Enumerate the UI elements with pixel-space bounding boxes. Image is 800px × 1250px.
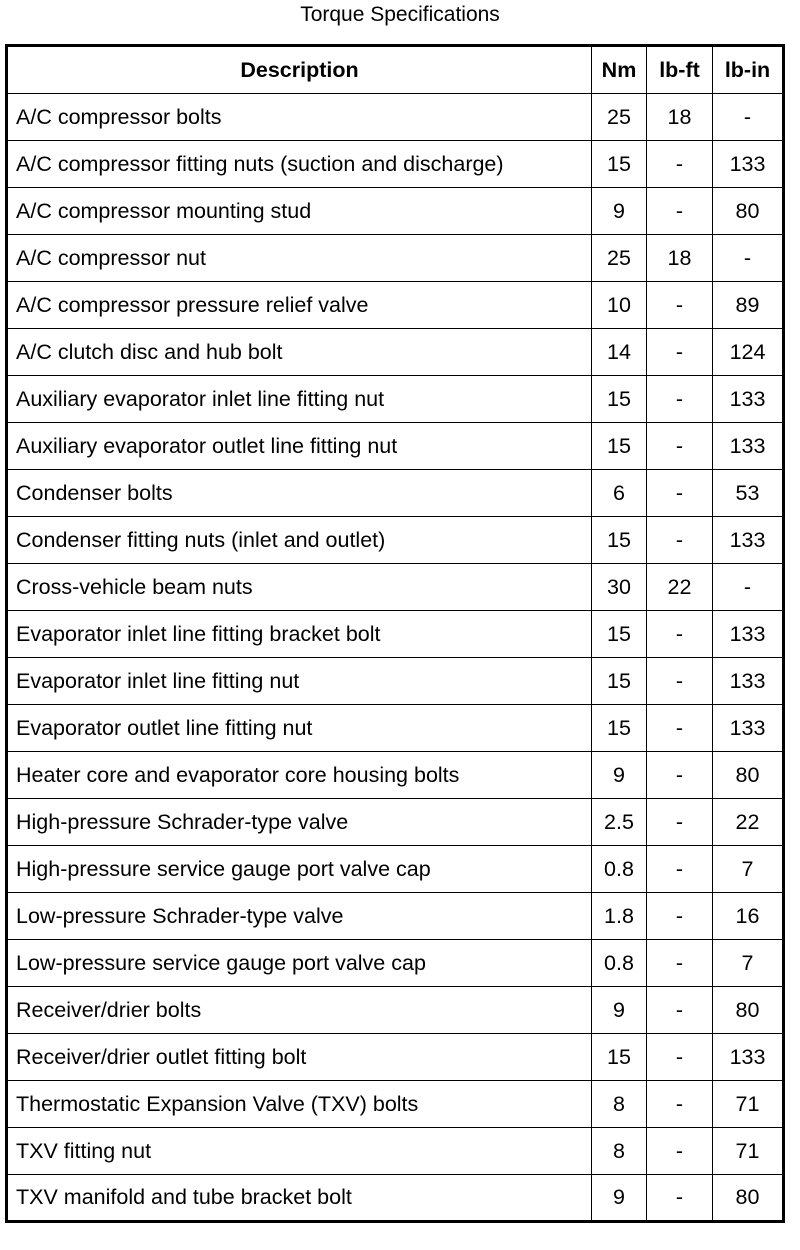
table-row [7, 752, 784, 799]
cell-description: Auxiliary evaporator inlet line fitting nut [7, 376, 592, 423]
cell-lbin: 133 [713, 376, 784, 423]
table-row [7, 987, 784, 1034]
cell-nm: 0.8 [592, 846, 647, 893]
table-row [7, 423, 784, 470]
table-row [7, 940, 784, 987]
cell-nm: 9 [592, 1175, 647, 1222]
cell-nm: 8 [592, 1081, 647, 1128]
cell-lbin: 71 [713, 1081, 784, 1128]
cell-nm: 15 [592, 376, 647, 423]
cell-lbft: 18 [647, 94, 713, 141]
cell-nm: 30 [592, 564, 647, 611]
table-row [7, 141, 784, 188]
cell-lbft: - [647, 1034, 713, 1081]
cell-description: Evaporator inlet line fitting bracket bolt [7, 611, 592, 658]
cell-description: Evaporator outlet line fitting nut [7, 705, 592, 752]
cell-nm: 9 [592, 188, 647, 235]
cell-description: A/C compressor mounting stud [7, 188, 592, 235]
cell-lbft: - [647, 611, 713, 658]
cell-lbft: - [647, 141, 713, 188]
cell-nm: 9 [592, 987, 647, 1034]
cell-description: Thermostatic Expansion Valve (TXV) bolts [7, 1081, 592, 1128]
table-row [7, 470, 784, 517]
table-row [7, 1034, 784, 1081]
cell-nm: 25 [592, 94, 647, 141]
cell-description: Condenser bolts [7, 470, 592, 517]
cell-description: TXV fitting nut [7, 1128, 592, 1175]
cell-lbin: 16 [713, 893, 784, 940]
cell-lbin: 89 [713, 282, 784, 329]
cell-lbft: - [647, 893, 713, 940]
cell-lbft: - [647, 846, 713, 893]
cell-lbin: 80 [713, 987, 784, 1034]
table-row [7, 235, 784, 282]
cell-nm: 15 [592, 517, 647, 564]
table-row [7, 1175, 784, 1222]
cell-lbft: 22 [647, 564, 713, 611]
cell-lbin: 7 [713, 940, 784, 987]
cell-nm: 9 [592, 752, 647, 799]
cell-nm: 8 [592, 1128, 647, 1175]
column-header-lbin: lb-in [713, 46, 784, 94]
cell-lbin: 80 [713, 188, 784, 235]
table-row [7, 188, 784, 235]
cell-description: Condenser fitting nuts (inlet and outlet) [7, 517, 592, 564]
table-header-row [7, 46, 784, 94]
cell-lbft: - [647, 470, 713, 517]
cell-lbin: 71 [713, 1128, 784, 1175]
cell-lbin: 133 [713, 1034, 784, 1081]
cell-description: TXV manifold and tube bracket bolt [7, 1175, 592, 1222]
cell-description: Receiver/drier outlet fitting bolt [7, 1034, 592, 1081]
table-row [7, 329, 784, 376]
cell-lbin: 133 [713, 611, 784, 658]
table-body [7, 94, 784, 1222]
cell-description: Auxiliary evaporator outlet line fitting nut [7, 423, 592, 470]
cell-lbft: - [647, 987, 713, 1034]
cell-lbin: - [713, 235, 784, 282]
cell-lbft: - [647, 940, 713, 987]
cell-nm: 15 [592, 705, 647, 752]
table-row [7, 611, 784, 658]
cell-lbin: - [713, 94, 784, 141]
cell-description: Low-pressure service gauge port valve cap [7, 940, 592, 987]
cell-lbin: 133 [713, 705, 784, 752]
page-title: Torque Specifications [300, 3, 500, 26]
cell-lbin: 22 [713, 799, 784, 846]
cell-description: A/C compressor bolts [7, 94, 592, 141]
table-row [7, 1081, 784, 1128]
cell-description: Cross-vehicle beam nuts [7, 564, 592, 611]
cell-nm: 14 [592, 329, 647, 376]
cell-description: Low-pressure Schrader-type valve [7, 893, 592, 940]
cell-nm: 25 [592, 235, 647, 282]
column-header-lbft: lb-ft [647, 46, 713, 94]
cell-lbin: 53 [713, 470, 784, 517]
cell-lbin: 80 [713, 752, 784, 799]
cell-nm: 6 [592, 470, 647, 517]
cell-nm: 2.5 [592, 799, 647, 846]
cell-lbin: 124 [713, 329, 784, 376]
cell-description: High-pressure service gauge port valve cap [7, 846, 592, 893]
cell-lbft: - [647, 329, 713, 376]
cell-lbft: 18 [647, 235, 713, 282]
cell-description: A/C compressor pressure relief valve [7, 282, 592, 329]
cell-lbin: 133 [713, 658, 784, 705]
cell-lbin: 133 [713, 423, 784, 470]
table-row [7, 893, 784, 940]
cell-description: A/C clutch disc and hub bolt [7, 329, 592, 376]
table-row [7, 94, 784, 141]
cell-lbft: - [647, 1128, 713, 1175]
column-header-description: Description [7, 46, 592, 94]
cell-nm: 15 [592, 423, 647, 470]
cell-description: Heater core and evaporator core housing bolts [7, 752, 592, 799]
cell-nm: 15 [592, 611, 647, 658]
cell-lbin: - [713, 564, 784, 611]
cell-lbft: - [647, 705, 713, 752]
table-row [7, 658, 784, 705]
cell-nm: 15 [592, 1034, 647, 1081]
table-row [7, 564, 784, 611]
cell-lbft: - [647, 658, 713, 705]
cell-lbft: - [647, 423, 713, 470]
table-row [7, 846, 784, 893]
table-row [7, 705, 784, 752]
column-header-nm: Nm [592, 46, 647, 94]
cell-nm: 15 [592, 658, 647, 705]
cell-nm: 10 [592, 282, 647, 329]
cell-lbft: - [647, 799, 713, 846]
cell-lbin: 7 [713, 846, 784, 893]
cell-nm: 1.8 [592, 893, 647, 940]
cell-lbin: 133 [713, 517, 784, 564]
cell-lbft: - [647, 376, 713, 423]
cell-description: Receiver/drier bolts [7, 987, 592, 1034]
cell-lbin: 133 [713, 141, 784, 188]
cell-description: High-pressure Schrader-type valve [7, 799, 592, 846]
table-row [7, 376, 784, 423]
cell-description: Evaporator inlet line fitting nut [7, 658, 592, 705]
cell-lbft: - [647, 1081, 713, 1128]
cell-lbft: - [647, 517, 713, 564]
table-row [7, 799, 784, 846]
cell-lbft: - [647, 752, 713, 799]
table-row [7, 282, 784, 329]
cell-lbin: 80 [713, 1175, 784, 1222]
cell-nm: 15 [592, 141, 647, 188]
cell-description: A/C compressor fitting nuts (suction and discharge) [7, 141, 592, 188]
cell-lbft: - [647, 1175, 713, 1222]
cell-lbft: - [647, 188, 713, 235]
cell-nm: 0.8 [592, 940, 647, 987]
cell-description: A/C compressor nut [7, 235, 592, 282]
torque-spec-table [5, 44, 785, 1223]
table-row [7, 517, 784, 564]
table-row [7, 1128, 784, 1175]
cell-lbft: - [647, 282, 713, 329]
